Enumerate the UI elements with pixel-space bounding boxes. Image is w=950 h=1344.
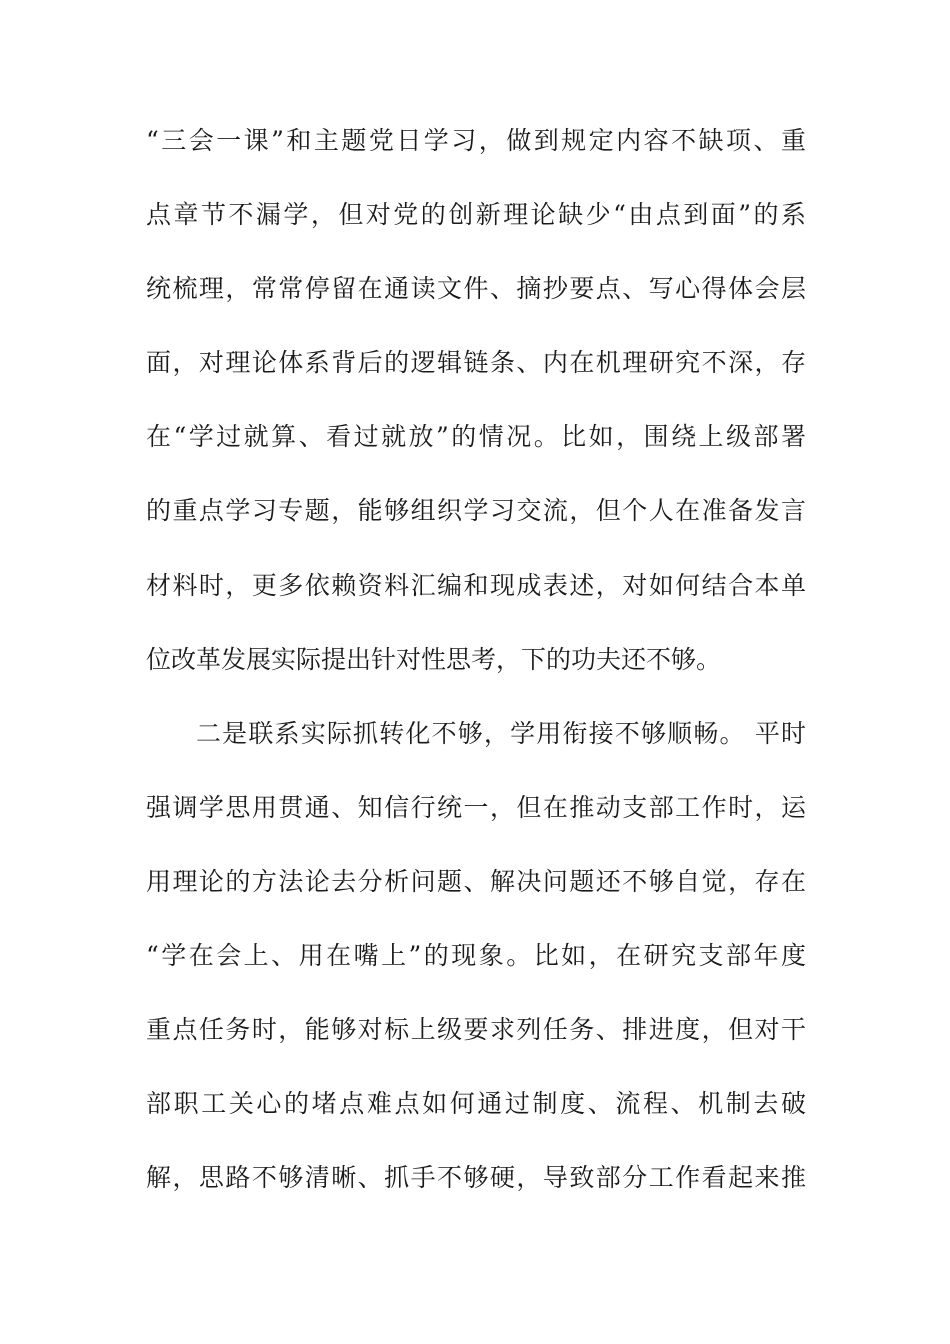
paragraph-2 [146, 711, 806, 1230]
document-body [146, 118, 806, 1229]
text-line: 的重点学习专题，能够组织学习交流，但个人在准备发言 [146, 496, 806, 526]
text-line: 点章节不漏学，但对党的创新理论缺少“由点到面”的系 [146, 200, 806, 230]
text-line: 在“学过就算、看过就放”的情况。比如，围绕上级部署 [146, 422, 806, 452]
text-line: 解，思路不够清晰、抓手不够硬，导致部分工作看起来推 [146, 1163, 806, 1193]
text-line: 位改革发展实际提出针对性思考，下的功夫还不够。 [146, 644, 722, 674]
text-line: 面，对理论体系背后的逻辑链条、内在机理研究不深，存 [146, 348, 806, 378]
text-line: 重点任务时，能够对标上级要求列任务、排进度，但对干 [146, 1015, 806, 1045]
text-line: 二是联系实际抓转化不够，学用衔接不够顺畅。 平时 [196, 718, 806, 748]
text-line: 部职工关心的堵点难点如何通过制度、流程、机制去破 [146, 1089, 806, 1119]
text-line: 统梳理，常常停留在通读文件、摘抄要点、写心得体会层 [146, 274, 806, 304]
text-line: 用理论的方法论去分析问题、解决问题还不够自觉，存在 [146, 866, 806, 896]
text-line: 材料时，更多依赖资料汇编和现成表述，对如何结合本单 [146, 570, 806, 600]
paragraph-1 [146, 118, 806, 711]
text-line: “三会一课”和主题党日学习，做到规定内容不缺项、重 [146, 126, 806, 155]
text-line: 强调学思用贯通、知信行统一，但在推动支部工作时，运 [146, 792, 806, 822]
text-line: “学在会上、用在嘴上”的现象。比如，在研究支部年度 [146, 941, 806, 971]
